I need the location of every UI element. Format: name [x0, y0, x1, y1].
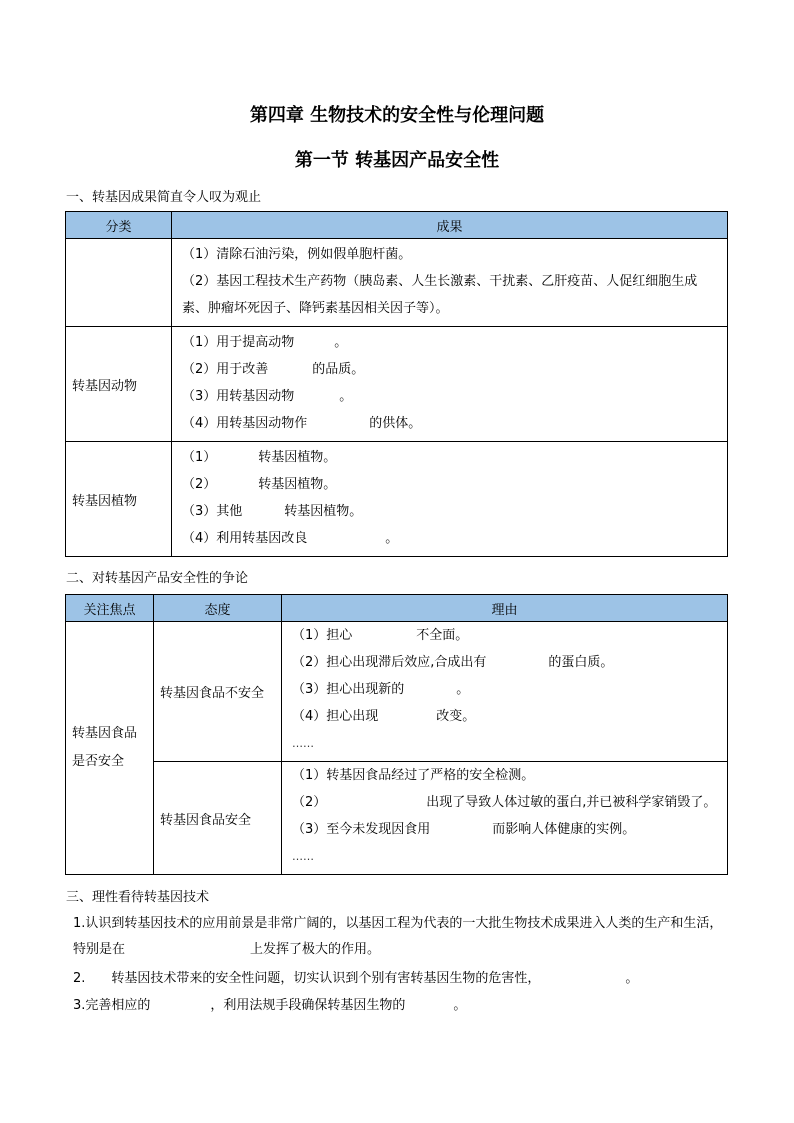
achievement-item: （1）清除石油污染，例如假单胞杆菌。	[182, 247, 412, 262]
reason-ellipsis: ……	[292, 737, 314, 750]
stance-unsafe: 转基因食品不安全	[154, 622, 282, 762]
achievement-item: （4）用转基因动物作 的供体。	[182, 416, 422, 431]
reason-item: （1）转基因食品经过了严格的安全检测。	[292, 768, 535, 783]
reason-item: （1）担心 不全面。	[292, 628, 469, 643]
chapter-title: 第四章 生物技术的安全性与伦理问题	[249, 105, 545, 126]
section1-heading: 一、转基因成果简直令人叹为观止	[66, 190, 262, 205]
achievement-item: （4）利用转基因改良 。	[182, 531, 399, 546]
controversy-table	[65, 594, 728, 875]
section-title: 第一节 转基因产品安全性	[294, 150, 500, 171]
reason-ellipsis: ……	[292, 850, 314, 863]
achievement-item: （3）其他 转基因植物。	[182, 504, 363, 519]
reason-item: （3）担心出现新的 。	[292, 682, 470, 697]
achievements-table	[65, 211, 728, 557]
category-transgenic-animals: 转基因动物	[66, 327, 172, 442]
paragraph-2: 2. 转基因技术带来的安全性问题，切实认识到个别有害转基因生物的危害性， 。	[73, 971, 639, 986]
header-stance: 态度	[154, 595, 282, 622]
paragraph-1: 1.认识到转基因技术的应用前景是非常广阔的，以基因工程为代表的一大批生物技术成果进入人类的生产和生活，特别是在 上发挥了极大的作用。	[73, 916, 723, 957]
header-focus: 关注焦点	[66, 595, 154, 622]
header-category: 分类	[66, 212, 172, 239]
achievement-item: （3）用转基因动物 。	[182, 389, 353, 404]
category-transgenic-plants: 转基因植物	[66, 442, 172, 557]
achievement-item: （1） 转基因植物。	[182, 450, 337, 465]
reason-item: （2）担心出现滞后效应,合成出有 的蛋白质。	[292, 655, 614, 670]
section3-heading: 三、理性看待转基因技术	[66, 890, 210, 905]
reason-item: （4）担心出现 改变。	[292, 709, 476, 724]
category-cell-empty	[66, 239, 172, 327]
achievement-item: （2）用于改善 的品质。	[182, 362, 365, 377]
header-reason: 理由	[282, 595, 728, 622]
reason-item: （2） 出现了导致人体过敏的蛋白,并已被科学家销毁了。	[292, 795, 717, 810]
paragraph-3: 3.完善相应的 ，利用法规手段确保转基因生物的 。	[73, 998, 467, 1013]
reason-item: （3）至今未发现因食用 而影响人体健康的实例。	[292, 822, 636, 837]
header-achievement: 成果	[172, 212, 728, 239]
achievement-item: （2）基因工程技术生产药物（胰岛素、人生长激素、干扰素、乙肝疫苗、人促红细胞生成素、肿瘤坏死因子、降钙素基因相关因子等）。	[182, 274, 698, 316]
section2-heading: 二、对转基因产品安全性的争论	[66, 571, 249, 586]
achievement-item: （1）用于提高动物 。	[182, 335, 348, 350]
stance-safe: 转基因食品安全	[154, 762, 282, 875]
achievement-item: （2） 转基因植物。	[182, 477, 337, 492]
focus-cell: 转基因食品是否安全	[66, 622, 154, 875]
